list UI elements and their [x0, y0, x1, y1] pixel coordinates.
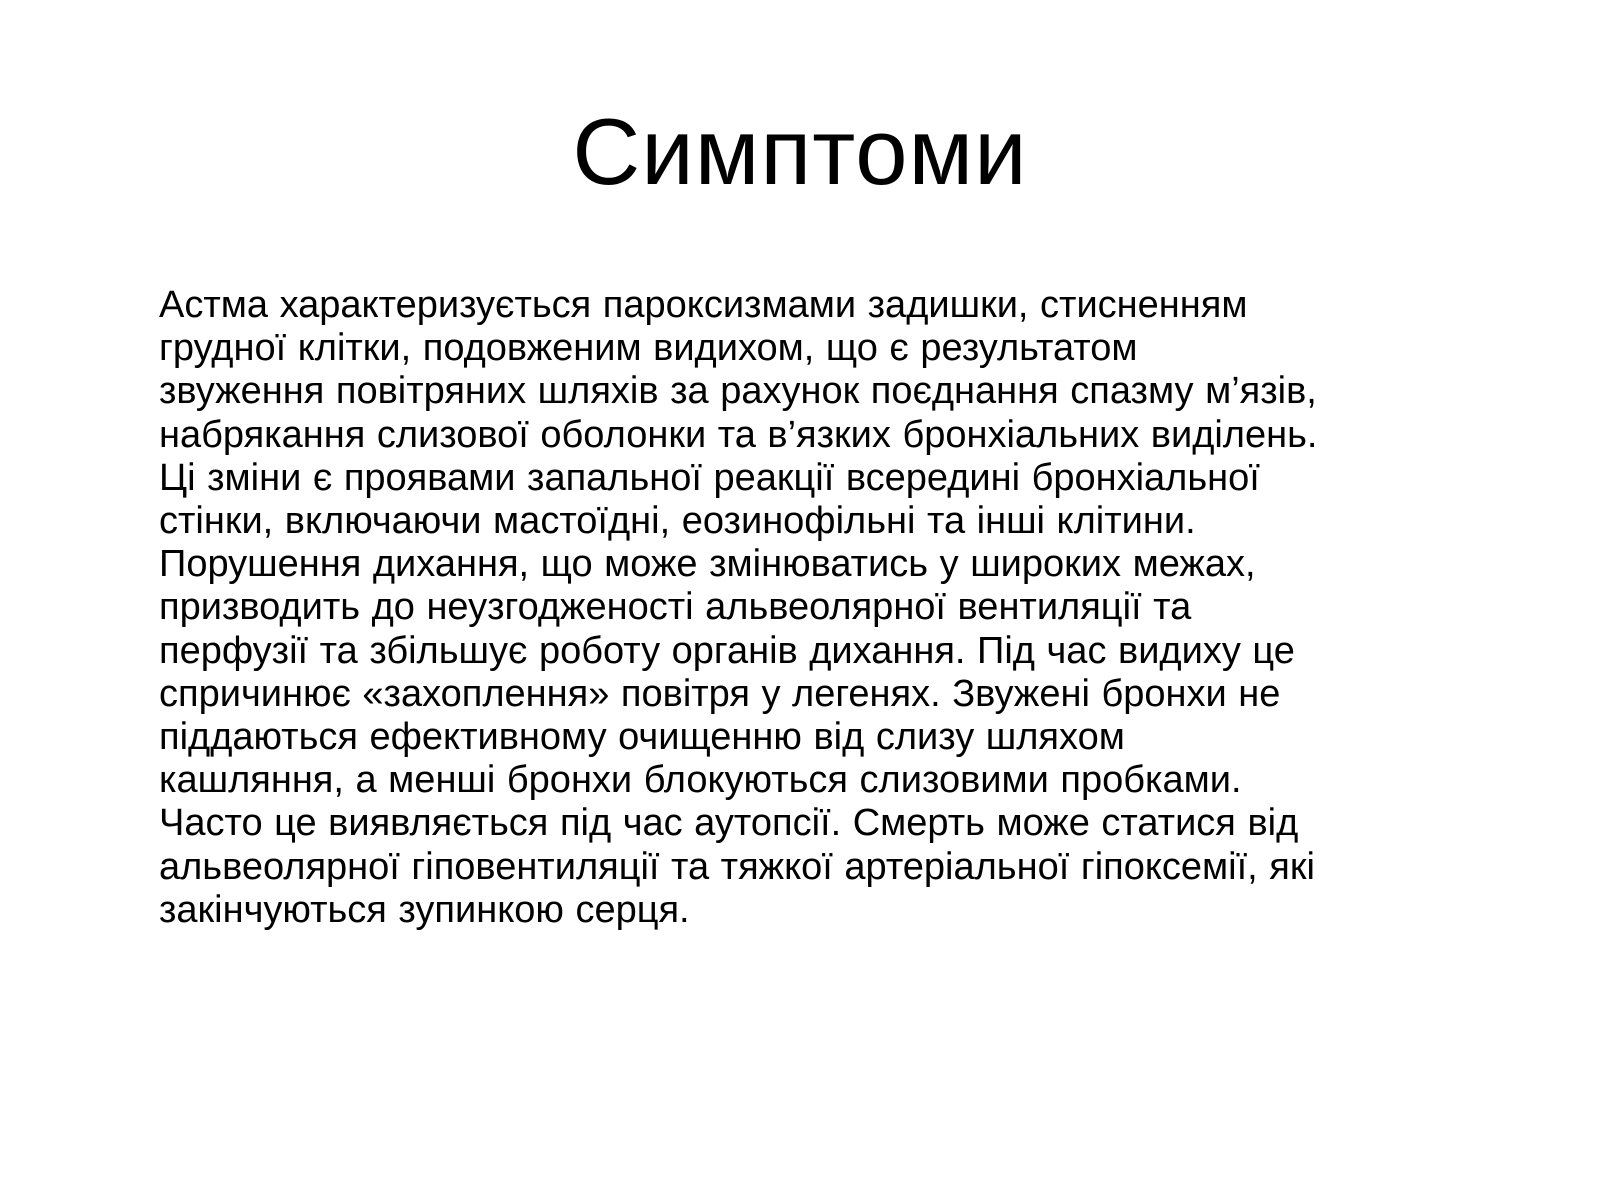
body-line: грудної клітки, подовженим видихом, що є результатом: [159, 327, 1138, 370]
slide-body-text: [159, 284, 1539, 932]
body-line: альвеолярної гіповентиляції та тяжкої артеріальної гіпоксемії, які: [159, 845, 1315, 888]
body-line: Часто це виявляється під час аутопсії. Смерть може статися від: [159, 802, 1299, 845]
body-line: кашляння, а менші бронхи блокуються слизовими пробками.: [159, 759, 1242, 802]
body-line: звуження повітряних шляхів за рахунок поєднання спазму м’язів,: [159, 370, 1317, 413]
body-line: піддаються ефективному очищенню від слизу шляхом: [159, 716, 1125, 759]
body-line: призводить до неузгодженості альвеолярної вентиляції та: [159, 586, 1192, 629]
slide-title: Симптоми: [572, 99, 1028, 204]
body-line: Ці зміни є проявами запальної реакції всередині бронхіальної: [159, 456, 1260, 499]
body-line: перфузії та збільшує роботу органів дихання. Під час видиху це: [159, 629, 1295, 672]
body-line: набрякання слизової оболонки та в’язких бронхіальних виділень.: [159, 413, 1318, 456]
body-line: Порушення дихання, що може змінюватись у широких межах,: [159, 543, 1256, 586]
body-line: стінки, включаючи мастоїдні, еозинофільні та інші клітини.: [159, 500, 1196, 543]
body-line: Астма характеризується пароксизмами задишки, стисненням: [159, 284, 1248, 326]
body-line: закінчуються зупинкою серця.: [159, 888, 690, 931]
body-line: спричинює «захоплення» повітря у легенях. Звужені бронхи не: [159, 672, 1281, 715]
